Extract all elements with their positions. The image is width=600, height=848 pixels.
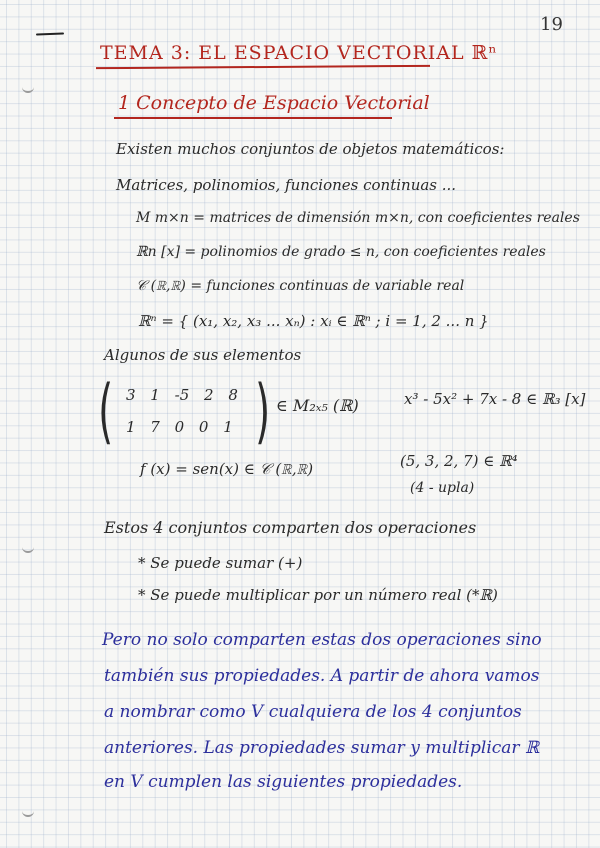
intro-line: Matrices, polinomios, funciones continuas ... [116,176,457,194]
section-underline [114,117,392,119]
definition-rn: ℝⁿ = { (x₁, x₂, x₃ ... xₙ) : xᵢ ∈ ℝⁿ ; i = 1, 2 ... n } [138,312,489,330]
binder-hole-mark [22,810,34,817]
closing-line: anteriores. Las propiedades sumar y multiplicar ℝ [104,738,540,758]
closing-line: a nombrar como V cualquiera de los 4 conjuntos [104,702,522,722]
definition-polinomios: ℝn [x] = polinomios de grado ≤ n, con coeficientes reales [136,244,546,260]
page-number: 19 [540,14,563,35]
example-matrix [98,370,270,452]
title-underline [96,65,430,69]
tuple-example: (5, 3, 2, 7) ∈ ℝ⁴ [400,452,518,470]
closing-line: en V cumplen las siguientes propiedades. [104,772,463,792]
examples-heading: Algunos de sus elementos [104,346,302,364]
definition-matrices: M m×n = matrices de dimensión m×n, con coeficientes reales [136,210,580,226]
matrix-row: 1 7 0 0 1 [126,418,233,436]
margin-mark [36,33,64,36]
tuple-note: (4 - upla) [410,480,475,496]
closing-line: también sus propiedades. A partir de ahora vamos [104,666,540,686]
matrix-row: 3 1 -5 2 8 [126,386,238,404]
left-parenthesis: ( [98,370,114,452]
section-heading: 1 Concepto de Espacio Vectorial [118,92,430,114]
operation-sum: * Se puede sumar (+) [138,554,303,572]
definition-funciones: 𝒞 (ℝ,ℝ) = funciones continuas de variable real [136,278,465,294]
page-title: TEMA 3: EL ESPACIO VECTORIAL ℝⁿ [100,42,498,64]
closing-line: Pero no solo comparten estas dos operaciones sino [102,630,542,650]
intro-line: Existen muchos conjuntos de objetos matemáticos: [116,140,505,158]
operations-intro: Estos 4 conjuntos comparten dos operaciones [104,518,477,537]
matrix-membership: ∈ M₂ₓ₅ (ℝ) [276,396,359,415]
binder-hole-mark [22,86,34,93]
function-example: f (x) = sen(x) ∈ 𝒞 (ℝ,ℝ) [140,460,314,478]
binder-hole-mark [22,546,34,553]
polynomial-example: x³ - 5x² + 7x - 8 ∈ ℝ₃ [x] [404,390,586,408]
right-parenthesis: ) [254,370,270,452]
operation-multiply: * Se puede multiplicar por un número real (*ℝ) [138,586,498,604]
